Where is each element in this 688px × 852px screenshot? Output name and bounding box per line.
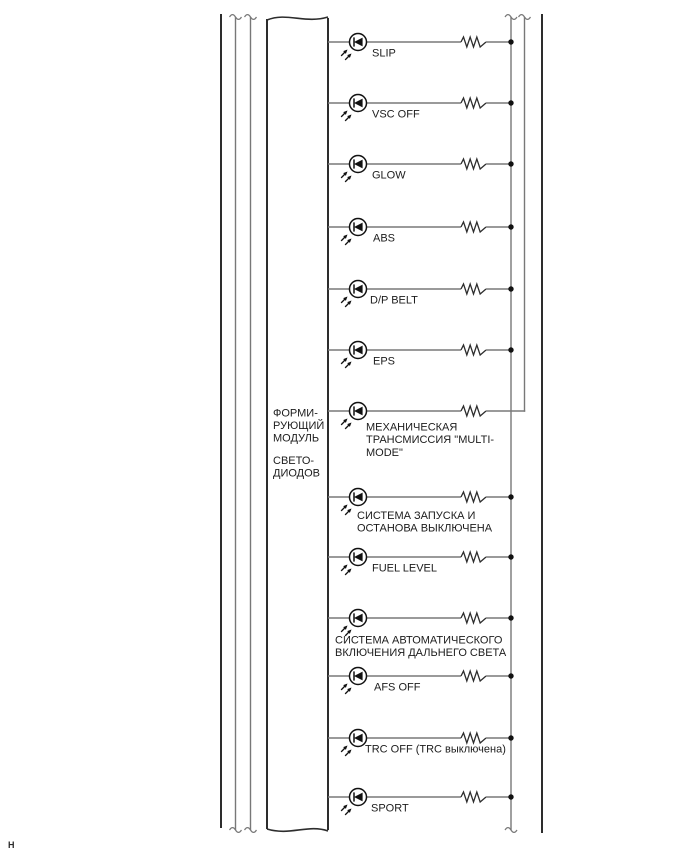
resistor-icon bbox=[461, 222, 486, 232]
resistor-icon bbox=[461, 792, 486, 802]
right-rails bbox=[505, 14, 542, 833]
led-indicator-icon bbox=[341, 281, 366, 307]
indicator-label: СИСТЕМА ЗАПУСКА И bbox=[357, 510, 476, 522]
led-indicator-icon bbox=[341, 34, 366, 60]
led-indicator-icon bbox=[341, 549, 366, 575]
led-indicator-icon bbox=[341, 789, 366, 815]
indicator-label: FUEL LEVEL bbox=[372, 562, 438, 575]
junction-dot-icon bbox=[508, 794, 513, 799]
indicator-row bbox=[328, 34, 514, 60]
led-indicator-icon bbox=[341, 95, 366, 121]
led-indicator-icon bbox=[341, 610, 366, 636]
junction-dot-icon bbox=[508, 673, 513, 678]
left-rails bbox=[221, 14, 257, 832]
led-indicator-icon bbox=[341, 342, 366, 368]
junction-dot-icon bbox=[508, 615, 513, 620]
module-label-line: ДИОДОВ bbox=[273, 467, 321, 480]
resistor-icon bbox=[461, 671, 486, 681]
led-indicator-icon bbox=[341, 668, 366, 694]
indicator-label: D/P BELT bbox=[370, 294, 418, 307]
indicator-label: AFS OFF bbox=[374, 681, 421, 694]
resistor-icon bbox=[461, 733, 486, 743]
indicator-row bbox=[328, 489, 514, 535]
indicator-label: SLIP bbox=[372, 47, 396, 60]
resistor-icon bbox=[461, 552, 486, 562]
junction-dot-icon bbox=[508, 39, 513, 44]
module-label-line: СВЕТО- bbox=[273, 455, 315, 467]
indicator-row bbox=[328, 549, 514, 575]
module-box-top-break bbox=[267, 17, 328, 20]
led-indicator-icon bbox=[341, 403, 366, 429]
led-indicator-icon bbox=[341, 730, 366, 756]
led-indicator-icon bbox=[341, 156, 366, 182]
resistor-icon bbox=[461, 37, 486, 47]
indicator-row bbox=[328, 403, 525, 459]
indicator-label: SPORT bbox=[371, 802, 409, 815]
indicator-row bbox=[328, 789, 514, 815]
led-module-box bbox=[267, 17, 328, 831]
module-box-bottom-break bbox=[267, 829, 328, 832]
junction-dot-icon bbox=[508, 100, 513, 105]
indicator-label: ТРАНСМИССИЯ "MULTI- bbox=[366, 434, 495, 447]
page-marker: H bbox=[8, 840, 15, 850]
indicator-row bbox=[328, 281, 514, 307]
indicator-label: ВКЛЮЧЕНИЯ ДАЛЬНЕГО СВЕТА bbox=[335, 647, 507, 660]
junction-dot-icon bbox=[508, 286, 513, 291]
led-indicator-icon bbox=[341, 219, 366, 245]
junction-dot-icon bbox=[508, 161, 513, 166]
junction-dot-icon bbox=[508, 347, 513, 352]
resistor-icon bbox=[461, 345, 486, 355]
indicator-row bbox=[328, 95, 514, 121]
resistor-icon bbox=[461, 492, 486, 502]
indicator-label: ABS bbox=[373, 232, 396, 245]
indicator-label: EPS bbox=[373, 355, 396, 368]
indicator-label: ОСТАНОВА ВЫКЛЮЧЕНА bbox=[357, 522, 493, 535]
module-label-line: ФОРМИ- bbox=[273, 407, 318, 420]
indicator-label: МЕХАНИЧЕСКАЯ bbox=[366, 421, 458, 434]
resistor-icon bbox=[461, 406, 486, 416]
indicator-row bbox=[328, 219, 514, 245]
resistor-icon bbox=[461, 98, 486, 108]
module-label-line: МОДУЛЬ bbox=[273, 432, 320, 445]
module-label-line: РУЮЩИЙ bbox=[273, 420, 325, 432]
indicator-row bbox=[328, 342, 514, 368]
indicator-label: GLOW bbox=[372, 169, 406, 182]
indicator-label: MODE" bbox=[366, 446, 403, 459]
indicator-row bbox=[328, 668, 514, 694]
junction-dot-icon bbox=[508, 494, 513, 499]
junction-dot-icon bbox=[508, 224, 513, 229]
junction-dot-icon bbox=[508, 735, 513, 740]
indicator-row bbox=[328, 610, 514, 660]
indicator-row bbox=[328, 156, 514, 182]
junction-dot-icon bbox=[508, 554, 513, 559]
resistor-icon bbox=[461, 159, 486, 169]
resistor-icon bbox=[461, 284, 486, 294]
resistor-icon bbox=[461, 613, 486, 623]
indicator-row bbox=[328, 730, 514, 756]
indicator-label: TRC OFF (TRC выключена) bbox=[365, 743, 506, 756]
indicator-label: VSC OFF bbox=[372, 108, 420, 121]
indicator-label: СИСТЕМА АВТОМАТИЧЕСКОГО bbox=[335, 634, 503, 647]
